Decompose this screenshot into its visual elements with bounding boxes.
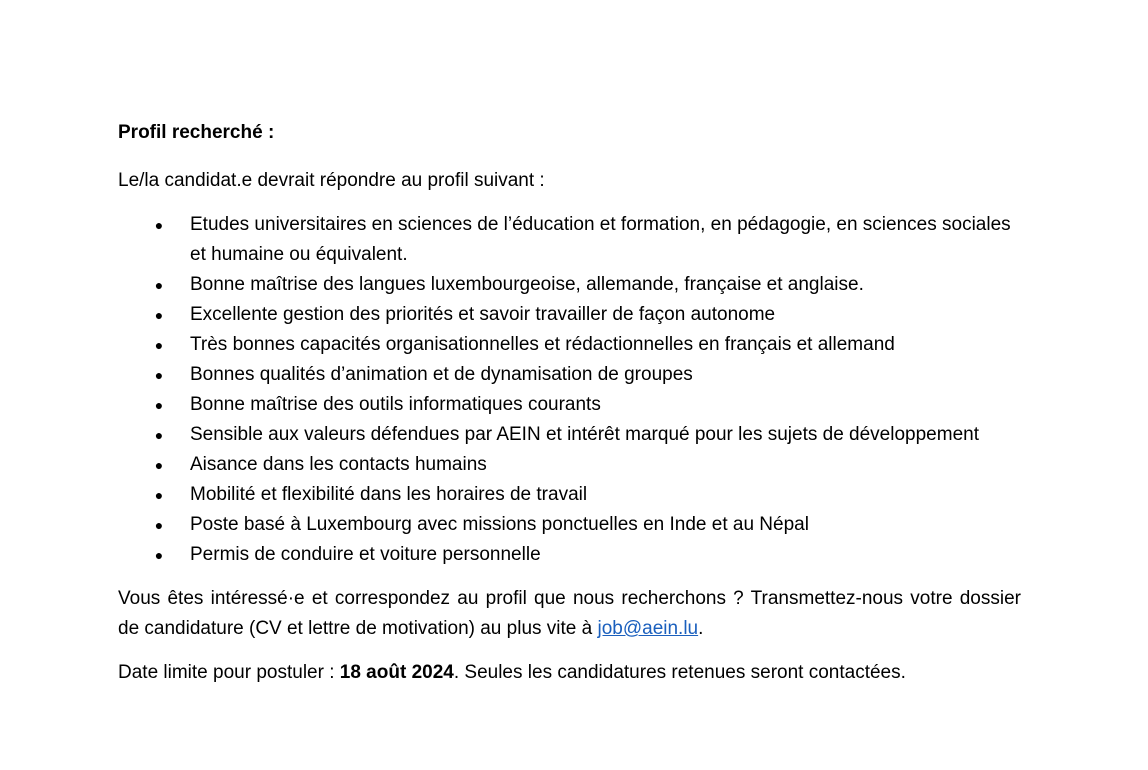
list-item bbox=[118, 510, 1021, 540]
list-item bbox=[118, 210, 1021, 270]
section-heading: Profil recherché : bbox=[118, 122, 275, 143]
list-item-text: Très bonnes capacités organisationnelles et rédactionnelles en français et allemand bbox=[190, 334, 895, 355]
list-item-text: Bonne maîtrise des outils informatiques courants bbox=[190, 394, 601, 415]
bullet-icon: ● bbox=[154, 547, 164, 563]
deadline-rest: . Seules les candidatures retenues seront contactées. bbox=[453, 662, 906, 683]
list-item-text: Bonnes qualités d’animation et de dynamisation de groupes bbox=[190, 364, 693, 385]
requirements-list bbox=[118, 210, 1021, 570]
bullet-icon: ● bbox=[154, 427, 164, 443]
list-item-text: Aisance dans les contacts humains bbox=[190, 454, 487, 475]
email-link[interactable]: job@aein.lu bbox=[597, 618, 699, 639]
list-item bbox=[118, 330, 1021, 360]
deadline-paragraph bbox=[118, 658, 1021, 688]
bullet-icon: ● bbox=[154, 397, 164, 413]
list-item bbox=[118, 270, 1021, 300]
bullet-icon: ● bbox=[154, 307, 164, 323]
list-item-text: Excellente gestion des priorités et savoir travailler de façon autonome bbox=[190, 304, 776, 325]
bullet-icon: ● bbox=[154, 337, 164, 353]
apply-paragraph bbox=[118, 584, 1021, 644]
list-item bbox=[118, 540, 1021, 570]
bullet-icon: ● bbox=[154, 517, 164, 533]
deadline-date: 18 août 2024 bbox=[339, 662, 454, 683]
document-page bbox=[118, 118, 1021, 702]
list-item bbox=[118, 390, 1021, 420]
list-item bbox=[118, 450, 1021, 480]
list-item-text: Etudes universitaires en sciences de l’éducation et formation, en pédagogie, en sciences sociales et humaine ou équivalent. bbox=[190, 214, 1011, 265]
list-item-text: Poste basé à Luxembourg avec missions ponctuelles en Inde et au Népal bbox=[190, 514, 809, 535]
intro-text: Le/la candidat.e devrait répondre au profil suivant : bbox=[118, 170, 545, 191]
apply-end: . bbox=[698, 618, 704, 639]
list-item-text: Mobilité et flexibilité dans les horaires de travail bbox=[190, 484, 588, 505]
list-item bbox=[118, 420, 1021, 450]
list-item bbox=[118, 300, 1021, 330]
list-item-text: Bonne maîtrise des langues luxembourgeoise, allemande, française et anglaise. bbox=[190, 274, 864, 295]
list-item-text: Sensible aux valeurs défendues par AEIN et intérêt marqué pour les sujets de développement bbox=[190, 424, 979, 445]
bullet-icon: ● bbox=[154, 217, 164, 233]
bullet-icon: ● bbox=[154, 487, 164, 503]
apply-text: Vous êtes intéressé·e et correspondez au profil que nous recherchons ? Transmettez-nous votre dossier de candidature (CV et lettre de motivation) au plus vite à bbox=[118, 588, 1021, 639]
bullet-icon: ● bbox=[154, 367, 164, 383]
bullet-icon: ● bbox=[154, 457, 164, 473]
deadline-label: Date limite pour postuler : bbox=[118, 662, 340, 683]
list-item-text: Permis de conduire et voiture personnelle bbox=[190, 544, 541, 565]
list-item bbox=[118, 360, 1021, 390]
list-item bbox=[118, 480, 1021, 510]
bullet-icon: ● bbox=[154, 277, 164, 293]
